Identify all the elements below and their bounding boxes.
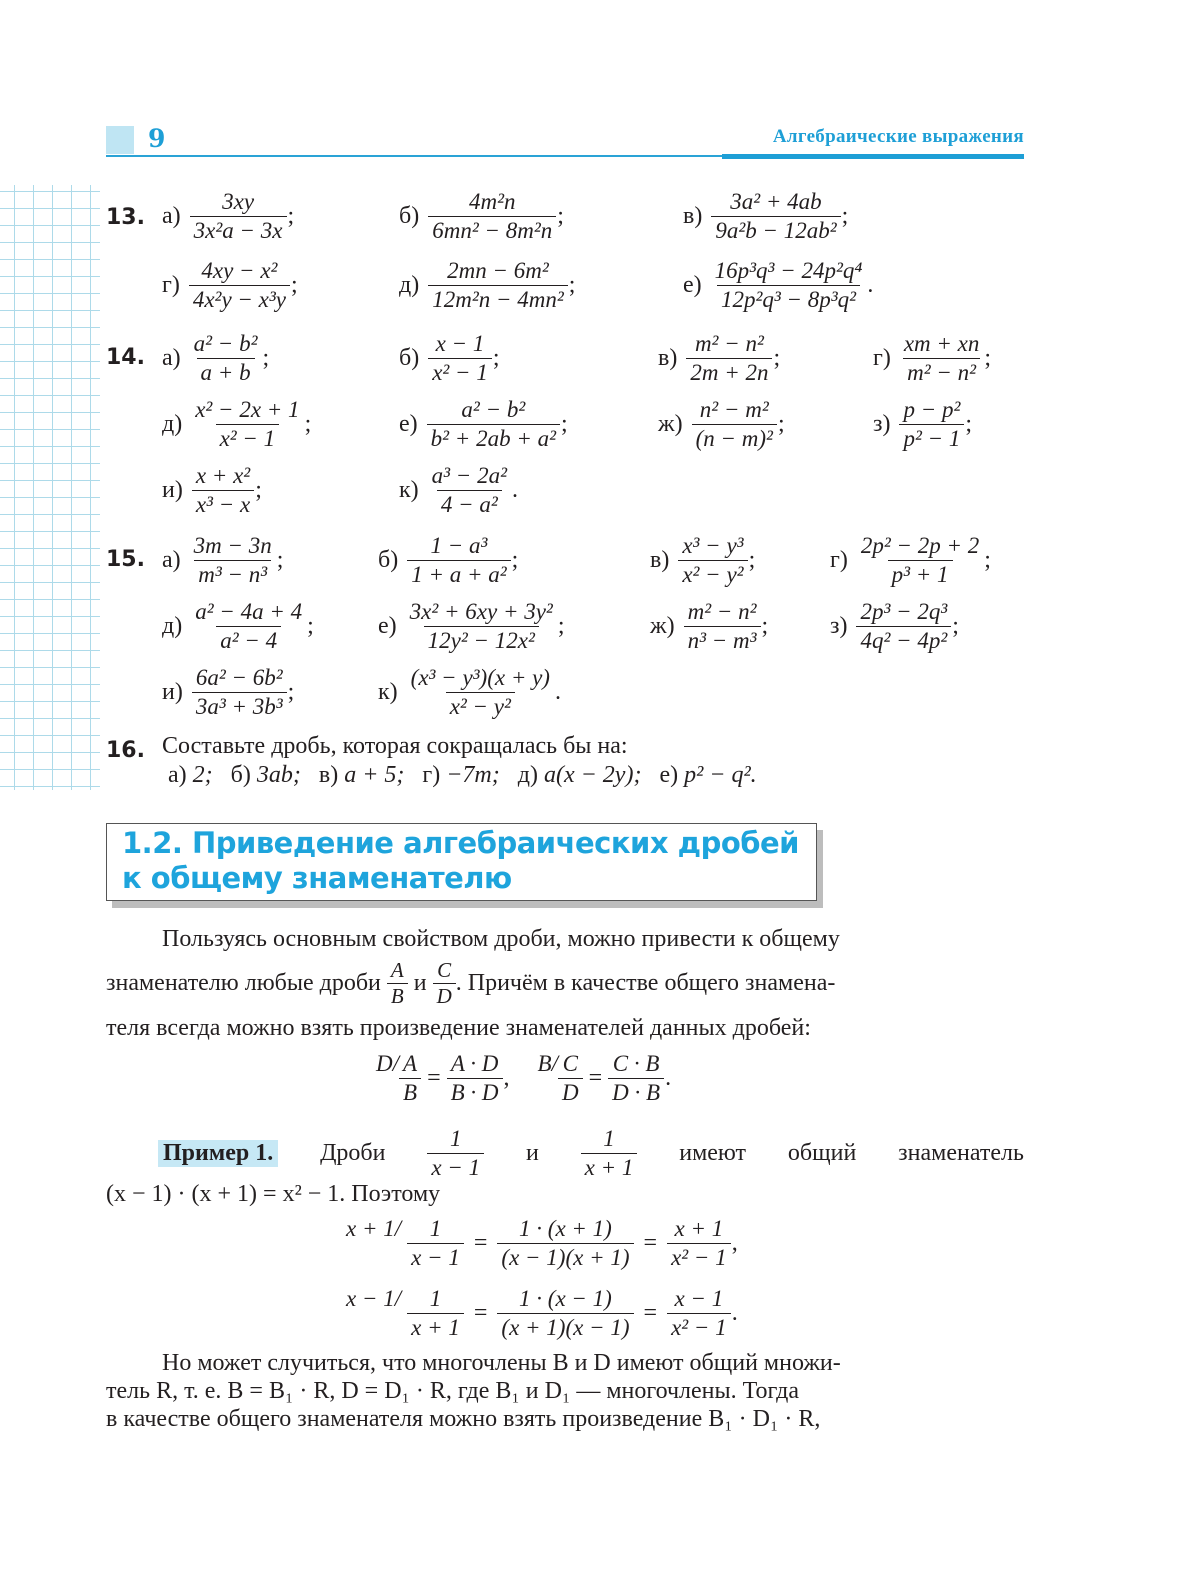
denominator: x² − 1 [428,358,492,387]
punctuation: ; [777,411,785,437]
numerator: x² − 2x + 1 [195,397,300,422]
fraction [427,396,560,453]
punctuation: ; [511,547,519,573]
exercise-15-item [162,598,314,655]
exercise-13-item [683,257,873,314]
exercise-15-item [650,598,768,655]
punctuation: ; [304,411,312,437]
numerator: 2p³ − 2q³ [860,599,948,624]
option-f: е) p² − q². [659,762,757,788]
numerator: 16p³q³ − 24p²q⁴ [714,258,863,283]
exercise-15-item [378,532,518,589]
numerator: 1 − a³ [430,533,488,558]
denominator: m³ − n³ [194,560,271,589]
exercise-14-item [399,462,518,519]
punctuation: . [867,272,874,298]
punctuation: ; [952,613,959,639]
exercise-13-item [683,188,848,245]
numerator: xm + xn [903,331,980,356]
numerator: 6a² − 6b² [195,665,283,690]
page-number: 9 [148,124,166,153]
example-tag: Пример 1. [158,1140,278,1167]
fraction [428,257,568,314]
exercise-13-item [399,257,575,314]
exercise-14-item [658,396,785,453]
numerator: x + x² [195,463,251,488]
example-1-line2: (x − 1) · (x + 1) = x² − 1. Поэтому [106,1181,441,1207]
exercise-15-item [378,664,561,721]
fraction [407,532,510,589]
exercise-13-item [162,188,294,245]
item-label: е) [683,272,702,298]
punctuation: ; [492,345,500,371]
fraction [684,598,761,655]
fraction [189,257,290,314]
item-label: а) [162,547,181,573]
numerator: m² − n² [687,599,757,624]
fraction [192,462,254,519]
numerator: 2mn − 6m² [447,258,549,283]
fraction [686,330,772,387]
page-header [106,124,1024,158]
fraction [191,598,306,655]
item-label: в) [658,345,678,371]
section-title-line1: 1.2. Приведение алгебраических дробей [122,826,800,860]
header-accent-bar [722,154,1024,159]
denominator: 9a²b − 12ab² [711,216,840,245]
graph-paper-decoration [0,185,100,790]
punctuation: ; [748,547,756,573]
fraction [428,330,492,387]
fraction [857,532,983,589]
exercise-16-options [168,762,757,789]
item-label: б) [378,547,399,573]
fraction [900,330,984,387]
denominator: x² − y² [446,692,515,721]
punctuation: ; [307,613,314,639]
fraction-a-over-b: $\frac{A}{B}$ [387,958,408,1009]
item-label: г) [830,547,848,573]
fraction [191,396,303,453]
fraction [678,532,747,589]
denominator: x² − y² [678,560,747,589]
paragraph-2-line2: тель R, т. е. B = B₁ · R, D = D₁ · R, где B₁ и D₁ — многочлены. Тогда [106,1378,800,1404]
paragraph-2-line3: в качестве общего знаменателя можно взять произведение B₁ · D₁ · R, [106,1406,821,1432]
section-heading-box [106,823,817,901]
example-1-line1: Пример 1. Дроби $\frac{1}{x - 1}$ и $\frac{1}{x + 1}$ имеют общий знаменатель [106,1125,1024,1182]
chapter-title: Алгебраические выражения [772,126,1024,147]
exercise-14-number: 14. [106,345,145,370]
item-label: б) [399,345,420,371]
denominator: 3x²a − 3x [190,216,287,245]
punctuation: ; [291,272,298,298]
section-title-line2: к общему знаменателю [122,861,512,895]
denominator: 3a³ + 3b³ [192,692,287,721]
item-label: к) [399,477,419,503]
punctuation: ; [557,613,565,639]
item-label: б) [399,203,420,229]
denominator: a² − 4 [216,626,281,655]
punctuation: ; [276,547,284,573]
denominator: b² + 2ab + a² [427,424,560,453]
punctuation: . [554,679,561,705]
item-label: ж) [650,613,675,639]
exercise-15-item [830,532,991,589]
exercise-14-item [399,396,568,453]
item-label: з) [873,411,891,437]
denominator: x³ − x [192,490,254,519]
exercise-15-number: 15. [106,547,145,572]
denominator: p² − 1 [899,424,964,453]
item-label: д) [399,272,420,298]
paragraph-1-line3: теля всегда можно взять произведение знаменателей данных дробей: [106,1015,811,1041]
numerator: 3m − 3n [193,533,272,558]
punctuation: ; [557,203,564,229]
exercise-13-item [399,188,564,245]
punctuation: ; [568,272,576,298]
numerator: x³ − y³ [682,533,744,558]
item-label: г) [873,345,891,371]
fraction [190,188,287,245]
punctuation: ; [287,203,295,229]
exercise-14-item [162,462,262,519]
exercise-15-item [830,598,959,655]
punctuation: ; [287,679,295,705]
item-label: и) [162,477,183,503]
exercise-15-item [650,532,755,589]
fraction [406,598,557,655]
item-label: а) [162,345,181,371]
denominator: 1 + a + a² [407,560,510,589]
numerator: a² − 4a + 4 [195,599,303,624]
fraction [428,188,556,245]
numerator: 2p² − 2p + 2 [860,533,980,558]
fraction [192,664,287,721]
punctuation: ; [984,547,991,573]
item-label: г) [162,272,180,298]
item-label: ж) [658,411,683,437]
option-e: д) a(x − 2y); [517,762,642,788]
exercise-16-text: Составьте дробь, которая сокращалась бы на: [162,733,628,759]
punctuation: ; [561,411,568,437]
numerator: n² − m² [699,397,769,422]
denominator: x² − 1 [216,424,280,453]
punctuation: ; [262,345,270,371]
exercise-14-item [399,330,500,387]
denominator: 4q² − 4p² [856,626,951,655]
fraction [711,257,867,314]
denominator: 4 − a² [437,490,502,519]
denominator: m² − n² [903,358,980,387]
numerator: 3xy [222,189,255,214]
exercise-14-item [658,330,780,387]
punctuation: ; [984,345,992,371]
fraction [190,532,276,589]
fraction [692,396,777,453]
fraction [190,330,262,387]
punctuation: ; [255,477,262,503]
fraction [856,598,951,655]
example-equation-1: x + 1/ $\frac{1}{x - 1}$ = $\frac{1 \cdot (x + 1)}{(x - 1)(x + 1)}$ = $\frac{x + 1}{\text{x² − 1}}$ , [346,1216,738,1270]
item-label: а) [162,203,181,229]
numerator: m² − n² [694,331,764,356]
numerator: 4m²n [468,189,516,214]
denominator: a + b [197,358,255,387]
exercise-14-item [873,330,991,387]
item-label: и) [162,679,183,705]
denominator: 12m²n − 4mn² [428,285,568,314]
denominator: 12y² − 12x² [424,626,539,655]
numerator: a² − b² [193,331,258,356]
item-label: е) [378,613,397,639]
header-square-marker [106,126,134,154]
item-label: д) [162,613,183,639]
denominator: 6mn² − 8m²n [428,216,556,245]
fraction [407,664,554,721]
exercise-15-item [162,664,294,721]
paragraph-1-line2: знаменателю любые дроби $\frac{A}{B}$ и $\frac{C}{D}$ . Причём в качестве общего знамена- [106,958,836,1008]
item-label: з) [830,613,848,639]
numerator: 3x² + 6xy + 3y² [409,599,553,624]
option-d: г) −7m; [422,762,500,788]
option-a: а) 2; [168,762,213,788]
punctuation: ; [761,613,769,639]
fraction-c-over-d: $\frac{C}{D}$ [433,958,456,1009]
punctuation: ; [965,411,973,437]
item-label: к) [378,679,398,705]
denominator: 2m + 2n [686,358,772,387]
denominator: (n − m)² [692,424,777,453]
exercise-14-item [873,396,972,453]
punctuation: ; [841,203,849,229]
numerator: a² − b² [461,397,526,422]
numerator: x − 1 [435,331,485,356]
item-label: е) [399,411,418,437]
exercise-13-number: 13. [106,205,145,230]
exercise-14-item [162,330,269,387]
exercise-15-item [162,532,283,589]
example-equation-2: x − 1/ $\frac{1}{x + 1}$ = $\frac{1 \cdot (x - 1)}{(x + 1)(x - 1)}$ = $\frac{x - 1}{\text{x² − 1}}$ . [346,1286,738,1340]
fraction [899,396,964,453]
paragraph-1-line1: Пользуясь основным свойством дроби, можно привести к общему [162,926,840,952]
item-label: д) [162,411,183,437]
denominator: 12p²q³ − 8p³q² [717,285,860,314]
exercise-13-item [162,257,298,314]
numerator: a³ − 2a² [431,463,507,488]
denominator: p³ + 1 [888,560,953,589]
fraction [428,462,511,519]
exercise-15-item [378,598,565,655]
fraction [711,188,840,245]
exercise-14-item [162,396,311,453]
punctuation: . [511,477,518,503]
numerator: (x³ − y³)(x + y) [410,665,550,690]
item-label: в) [650,547,670,573]
option-c: в) a + 5; [318,762,405,788]
exercise-16-number: 16. [106,738,145,763]
numerator: 3a² + 4ab [730,189,822,214]
punctuation: ; [773,345,781,371]
numerator: 4xy − x² [201,258,278,283]
numerator: p − p² [903,397,961,422]
option-b: б) 3ab; [230,762,301,788]
formula-common-denominator: D/ $\frac{A}{B}$ = $\frac{A \cdot D}{B \cdot D}$ , B/ $\frac{C}{D}$ = $\frac{C \cdot B}{D \cdot B}$ . [376,1051,672,1105]
paragraph-2-line1: Но может случиться, что многочлены B и D имеют общий множи- [162,1350,841,1376]
denominator: n³ − m³ [684,626,761,655]
denominator: 4x²y − x³y [189,285,290,314]
item-label: в) [683,203,703,229]
